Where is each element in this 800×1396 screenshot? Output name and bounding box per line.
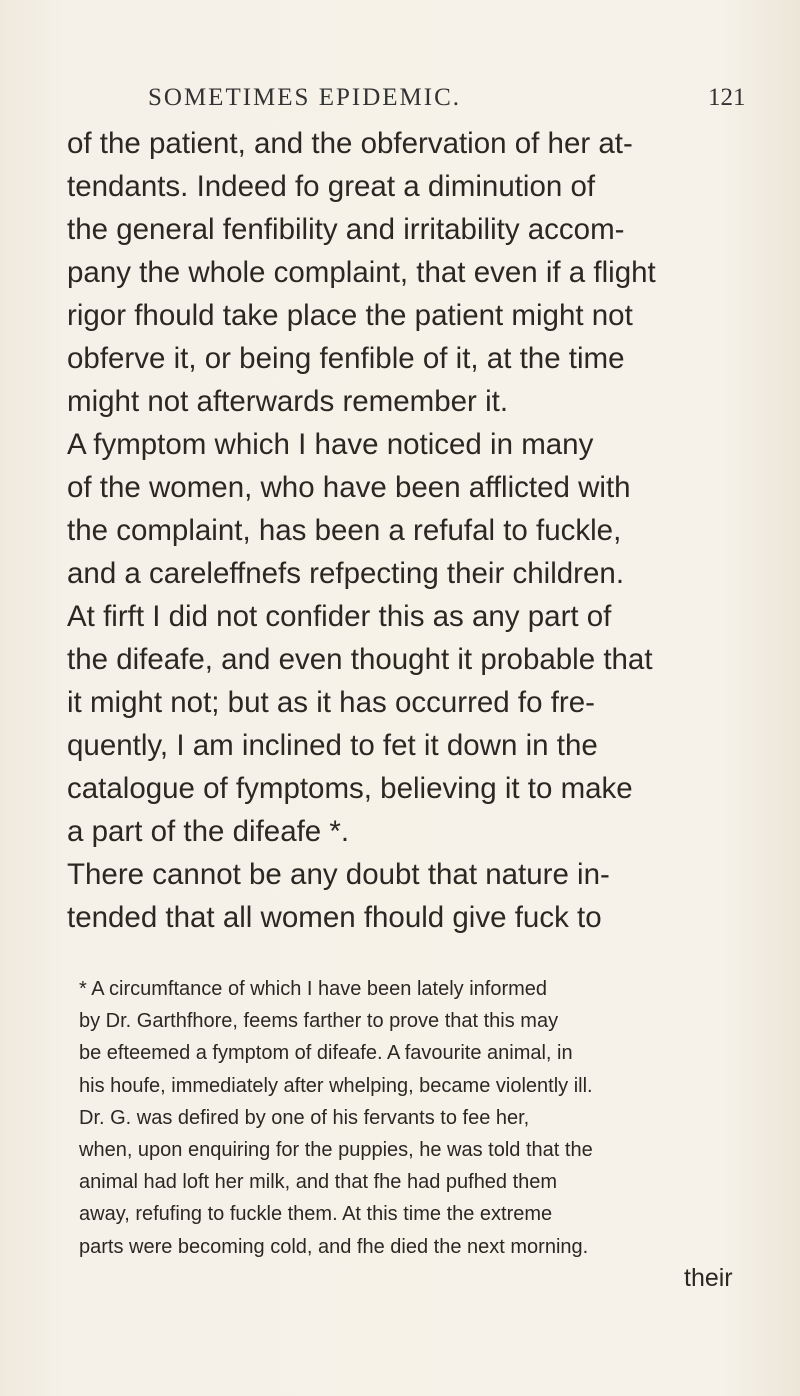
body-line: might not afterwards remember it. [67, 385, 509, 418]
body-line: tended that all women fhould give fuck to [67, 901, 602, 934]
body-line: the general fenfibility and irritability accom- [67, 213, 625, 246]
body-line: quently, I am inclined to fet it down in the [67, 729, 598, 762]
body-line: obferve it, or being fenfible of it, at the time [67, 342, 625, 375]
page-header [0, 84, 800, 114]
footnote-line: Dr. G. was defired by one of his fervants to fee her, [79, 1106, 530, 1129]
footnote-line: parts were becoming cold, and fhe died the next morning. [79, 1235, 589, 1258]
footnote-line: by Dr. Garthfhore, feems farther to prove that this may [79, 1010, 559, 1033]
body-text [67, 122, 733, 939]
footnote-line: animal had loft her milk, and that fhe had pufhed them [79, 1171, 558, 1194]
body-line: of the patient, and the obfervation of her at- [67, 127, 633, 160]
catchword: their [684, 1264, 733, 1292]
body-line: A fymptom which I have noticed in many [67, 428, 594, 461]
body-line: catalogue of fymptoms, believing it to make [67, 772, 633, 805]
footnote-line: his houfe, immediately after whelping, became violently ill. [79, 1074, 593, 1097]
footnote [79, 973, 739, 1263]
footnote-line: when, upon enquiring for the puppies, he was told that the [79, 1138, 593, 1161]
footnote-line: be efteemed a fymptom of difeafe. A favourite animal, in [79, 1042, 573, 1065]
body-line: pany the whole complaint, that even if a flight [67, 256, 656, 289]
body-line: At firft I did not confider this as any part of [67, 600, 612, 633]
body-line: a part of the difeafe *. [67, 815, 350, 848]
body-line: the complaint, has been a refufal to fuckle, [67, 514, 622, 547]
body-line: of the women, who have been afflicted with [67, 471, 631, 504]
running-head: SOMETIMES EPIDEMIC. [148, 84, 462, 111]
body-line: it might not; but as it has occurred fo fre- [67, 686, 595, 719]
body-line: the difeafe, and even thought it probable that [67, 643, 653, 676]
body-line: and a careleffnefs refpecting their children. [67, 557, 625, 590]
body-line: There cannot be any doubt that nature in- [67, 858, 610, 891]
footnote-line: away, refufing to fuckle them. At this time the extreme [79, 1203, 553, 1226]
page-number: 121 [708, 84, 746, 111]
body-line: rigor fhould take place the patient might not [67, 299, 633, 332]
footnote-line: * A circumftance of which I have been lately informed [79, 978, 548, 1000]
body-line: tendants. Indeed fo great a diminution of [67, 170, 596, 203]
